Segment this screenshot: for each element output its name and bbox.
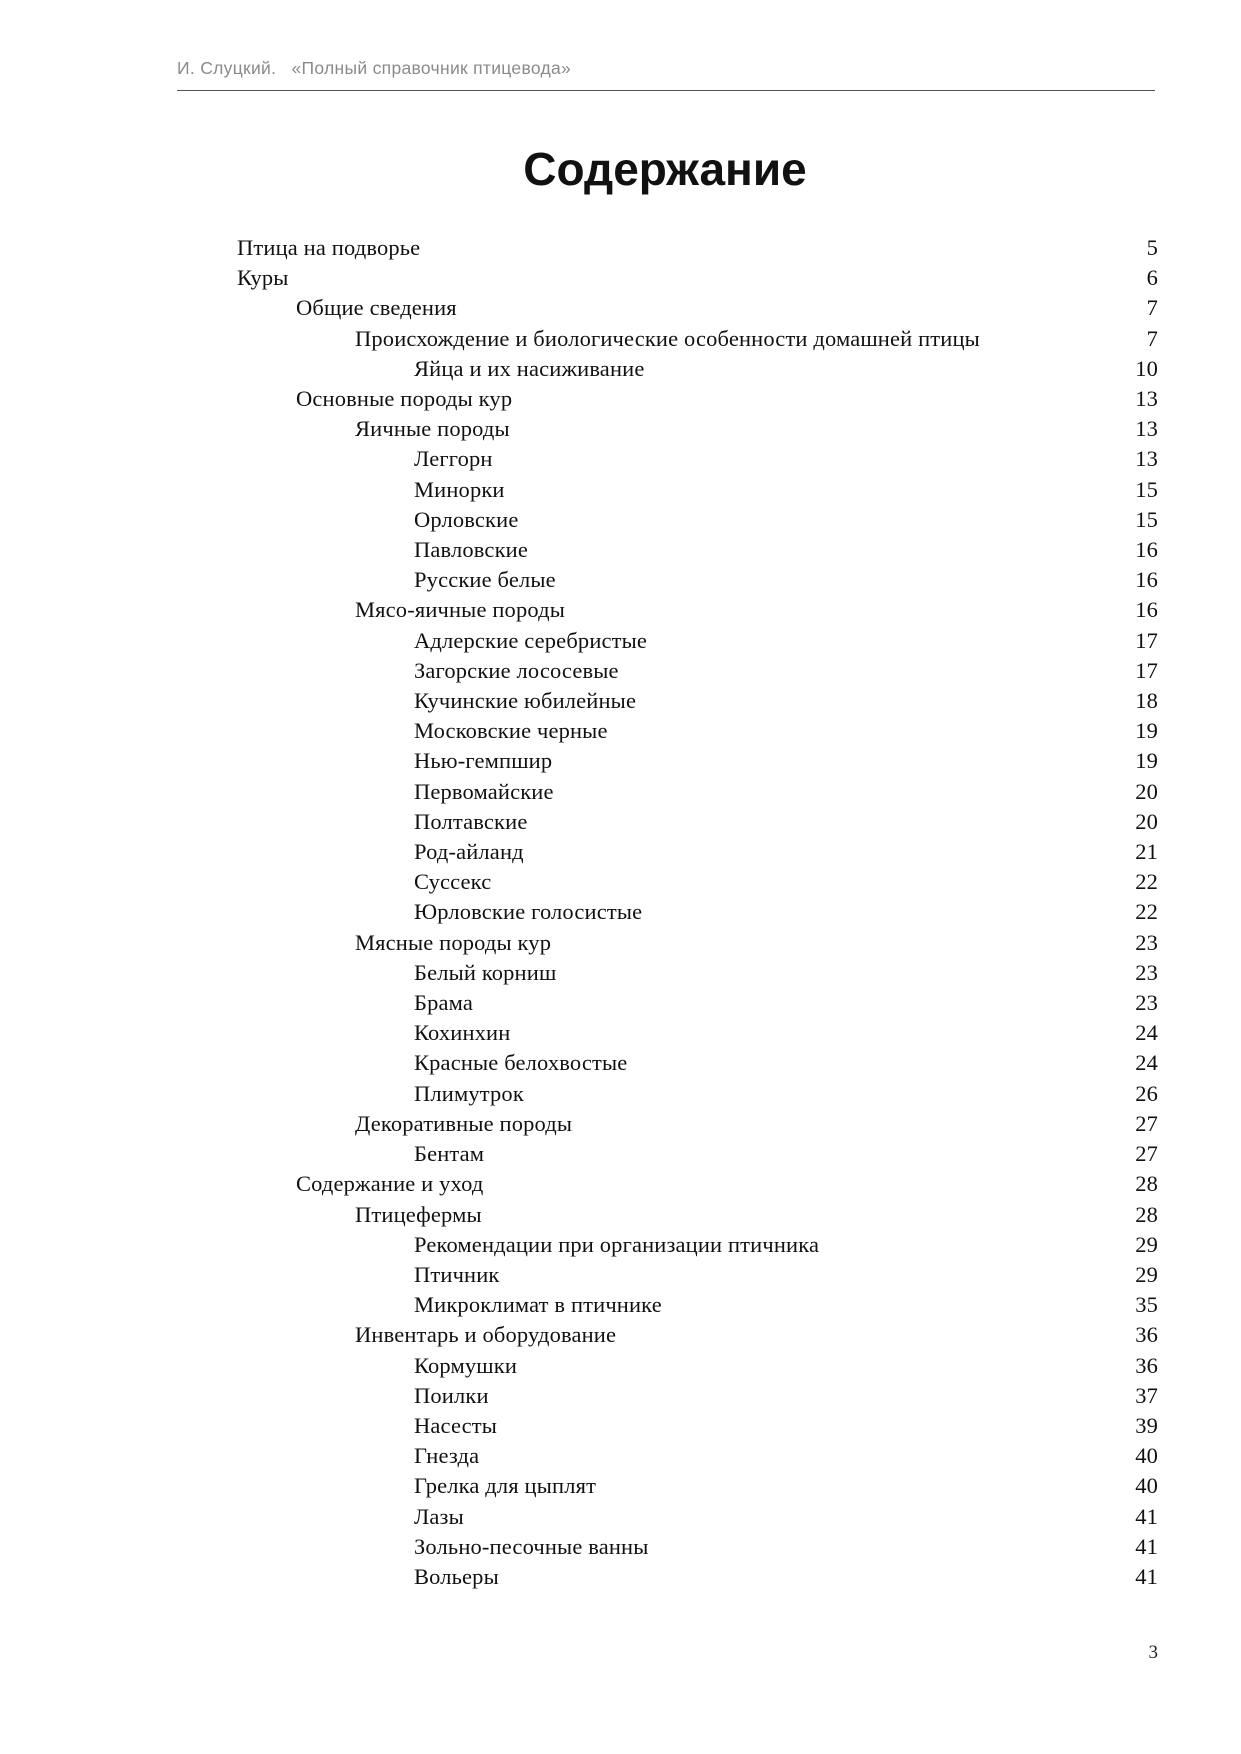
toc-entry-title: Плимутрок — [414, 1080, 524, 1106]
toc-entry-page: 29 — [1135, 1261, 1158, 1287]
toc-entry[interactable] — [237, 807, 1158, 837]
toc-entry-title: Белый корниш — [414, 959, 557, 985]
toc-entry-title: Нью-гемпшир — [414, 748, 553, 774]
toc-entry-title: Яичные породы — [355, 416, 510, 442]
toc-entry[interactable] — [237, 475, 1158, 505]
toc-entry[interactable] — [237, 233, 1158, 263]
toc-entry[interactable] — [237, 565, 1158, 595]
toc-entry-page: 24 — [1135, 1050, 1158, 1076]
toc-entry-page: 17 — [1135, 627, 1158, 653]
toc-entry-title: Грелка для цыплят — [414, 1473, 597, 1499]
toc-entry-title: Бентам — [414, 1141, 485, 1167]
toc-entry-page: 15 — [1135, 506, 1158, 532]
toc-entry-title: Юрловские голосистые — [414, 899, 643, 925]
toc-entry[interactable] — [237, 595, 1158, 625]
toc-entry[interactable] — [237, 867, 1158, 897]
toc-entry-page: 20 — [1135, 808, 1158, 834]
toc-entry-title: Московские черные — [414, 718, 608, 744]
toc-entry-page: 15 — [1135, 476, 1158, 502]
toc-entry-page: 36 — [1135, 1352, 1158, 1378]
toc-entry-title: Род-айланд — [414, 839, 524, 865]
toc-entry[interactable] — [237, 1381, 1158, 1411]
toc-entry[interactable] — [237, 1048, 1158, 1078]
toc-entry[interactable] — [237, 626, 1158, 656]
toc-entry-page: 27 — [1135, 1110, 1158, 1136]
toc-entry-title: Происхождение и биологические особенности домашней птицы — [355, 325, 980, 351]
toc-entry[interactable] — [237, 263, 1158, 293]
toc-entry-page: 17 — [1135, 657, 1158, 683]
toc-entry[interactable] — [237, 444, 1158, 474]
toc-entry-title: Русские белые — [414, 567, 556, 593]
toc-entry-page: 6 — [1146, 265, 1158, 291]
toc-entry-title: Поилки — [414, 1382, 489, 1408]
toc-entry-title: Павловские — [414, 537, 528, 563]
header-author: И. Слуцкий. — [177, 58, 277, 78]
toc-entry-title: Красные белохвостые — [414, 1050, 628, 1076]
toc-entry[interactable] — [237, 1109, 1158, 1139]
toc-entry-title: Куры — [237, 265, 289, 291]
table-of-contents — [237, 233, 1158, 1592]
running-header — [177, 58, 1155, 91]
toc-entry-title: Основные породы кур — [296, 386, 513, 412]
toc-entry-title: Инвентарь и оборудование — [355, 1322, 617, 1348]
toc-entry[interactable] — [237, 1320, 1158, 1350]
toc-entry[interactable] — [237, 1139, 1158, 1169]
toc-entry-page: 28 — [1135, 1171, 1158, 1197]
toc-entry-title: Мясо-яичные породы — [355, 597, 565, 623]
toc-entry[interactable] — [237, 1079, 1158, 1109]
toc-entry-title: Зольно-песочные ванны — [414, 1533, 649, 1559]
toc-entry-page: 13 — [1135, 416, 1158, 442]
toc-entry-title: Первомайские — [414, 778, 554, 804]
toc-entry[interactable] — [237, 897, 1158, 927]
toc-entry-page: 16 — [1135, 597, 1158, 623]
toc-entry[interactable] — [237, 1411, 1158, 1441]
toc-entry[interactable] — [237, 1351, 1158, 1381]
toc-entry[interactable] — [237, 1562, 1158, 1592]
toc-entry-title: Загорские лососевые — [414, 657, 619, 683]
toc-entry[interactable] — [237, 746, 1158, 776]
toc-entry-page: 23 — [1135, 959, 1158, 985]
toc-entry-title: Леггорн — [414, 446, 493, 472]
toc-entry-page: 5 — [1146, 235, 1158, 260]
toc-entry-page: 23 — [1135, 929, 1158, 955]
toc-entry-title: Адлерские серебристые — [414, 627, 648, 653]
toc-entry-title: Кохинхин — [414, 1020, 511, 1046]
toc-entry[interactable] — [237, 837, 1158, 867]
toc-entry-page: 29 — [1135, 1231, 1158, 1257]
toc-entry-page: 21 — [1135, 839, 1158, 865]
toc-entry[interactable] — [237, 928, 1158, 958]
toc-entry-page: 41 — [1135, 1563, 1158, 1589]
toc-entry[interactable] — [237, 414, 1158, 444]
toc-entry-title: Вольеры — [414, 1563, 499, 1589]
toc-entry-page: 24 — [1135, 1020, 1158, 1046]
toc-entry[interactable] — [237, 988, 1158, 1018]
toc-entry[interactable] — [237, 686, 1158, 716]
toc-entry-title: Содержание и уход — [296, 1171, 484, 1197]
toc-entry[interactable] — [237, 1290, 1158, 1320]
toc-entry[interactable] — [237, 354, 1158, 384]
toc-entry-page: 41 — [1135, 1503, 1158, 1529]
toc-entry-title: Рекомендации при организации птичника — [414, 1231, 820, 1257]
toc-entry-page: 19 — [1135, 748, 1158, 774]
toc-entry-title: Насесты — [414, 1412, 498, 1438]
toc-entry-page: 36 — [1135, 1322, 1158, 1348]
toc-entry[interactable] — [237, 958, 1158, 988]
toc-entry-title: Лазы — [414, 1503, 464, 1529]
toc-entry-page: 7 — [1146, 325, 1158, 351]
toc-entry[interactable] — [237, 324, 1158, 354]
toc-entry-page: 18 — [1135, 688, 1158, 714]
toc-entry[interactable] — [237, 293, 1158, 323]
toc-entry-title: Кормушки — [414, 1352, 518, 1378]
toc-entry-title: Птицефермы — [355, 1201, 482, 1227]
toc-entry-page: 13 — [1135, 446, 1158, 472]
toc-entry-page: 16 — [1135, 537, 1158, 563]
toc-entry-title: Полтавские — [414, 808, 528, 834]
toc-entry-title: Птица на подворье — [237, 235, 421, 260]
toc-entry[interactable] — [237, 1441, 1158, 1471]
toc-entry-page: 27 — [1135, 1141, 1158, 1167]
toc-entry[interactable] — [237, 1200, 1158, 1230]
toc-entry-title: Мясные породы кур — [355, 929, 552, 955]
toc-entry-page: 26 — [1135, 1080, 1158, 1106]
toc-entry[interactable] — [237, 777, 1158, 807]
toc-entry-page: 41 — [1135, 1533, 1158, 1559]
toc-entry-page: 40 — [1135, 1443, 1158, 1469]
toc-entry-page: 7 — [1146, 295, 1158, 321]
toc-entry-page: 23 — [1135, 990, 1158, 1016]
toc-entry[interactable] — [237, 1230, 1158, 1260]
toc-entry-title: Орловские — [414, 506, 519, 532]
toc-entry-page: 19 — [1135, 718, 1158, 744]
page-number: 3 — [1148, 1642, 1158, 1663]
toc-entry-page: 22 — [1135, 899, 1158, 925]
toc-entry[interactable] — [237, 716, 1158, 746]
toc-entry-title: Суссекс — [414, 869, 492, 895]
toc-entry-page: 22 — [1135, 869, 1158, 895]
toc-entry-page: 35 — [1135, 1292, 1158, 1318]
toc-entry[interactable] — [237, 656, 1158, 686]
toc-entry[interactable] — [237, 1532, 1158, 1562]
toc-entry[interactable] — [237, 1018, 1158, 1048]
toc-entry[interactable] — [237, 384, 1158, 414]
toc-entry-title: Микроклимат в птичнике — [414, 1292, 662, 1318]
toc-entry-title: Декоративные породы — [355, 1110, 573, 1136]
toc-entry[interactable] — [237, 1169, 1158, 1199]
toc-entry-title: Гнезда — [414, 1443, 480, 1469]
toc-entry-title: Брама — [414, 990, 473, 1016]
toc-entry[interactable] — [237, 1471, 1158, 1501]
toc-entry-title: Кучинские юбилейные — [414, 688, 637, 714]
toc-entry-title: Птичник — [414, 1261, 500, 1287]
toc-entry-page: 13 — [1135, 386, 1158, 412]
toc-entry-title: Минорки — [414, 476, 505, 502]
page-title: Содержание — [523, 143, 807, 195]
toc-entry-page: 39 — [1135, 1412, 1158, 1438]
toc-entry[interactable] — [237, 1260, 1158, 1290]
toc-entry-page: 28 — [1135, 1201, 1158, 1227]
toc-entry-page: 10 — [1135, 355, 1158, 381]
toc-entry-page: 16 — [1135, 567, 1158, 593]
toc-entry-page: 40 — [1135, 1473, 1158, 1499]
toc-entry[interactable] — [237, 535, 1158, 565]
toc-entry-page: 37 — [1135, 1382, 1158, 1408]
toc-entry[interactable] — [237, 505, 1158, 535]
header-book-title: «Полный справочник птицевода» — [291, 58, 572, 78]
toc-entry-title: Общие сведения — [296, 295, 457, 321]
toc-entry-page: 20 — [1135, 778, 1158, 804]
toc-entry[interactable] — [237, 1502, 1158, 1532]
toc-entry-title: Яйца и их насиживание — [414, 355, 645, 381]
